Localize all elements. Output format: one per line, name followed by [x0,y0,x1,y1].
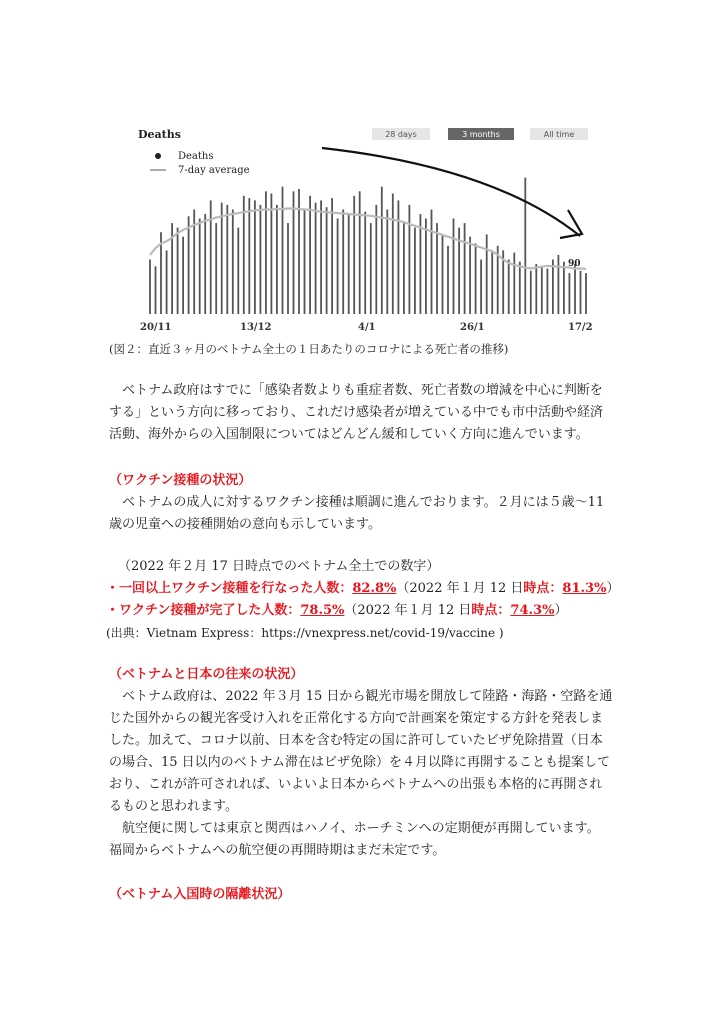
death-bar [552,260,554,315]
legend-deaths-dot [155,153,161,159]
stat-fully-vaccinated: ・ワクチン接種が完了した人数：78.5%（2022 年１月 12 日時点：74.3%） [106,603,568,618]
death-bar [287,223,289,314]
figure-caption: (図２：直近３ヶ月のベトナム全土の１日あたりのコロナによる死亡者の推移) [109,342,509,356]
chart-title: Deaths [138,128,181,141]
svg-text:All time: All time [543,130,575,139]
death-bar [248,198,250,314]
x-tick-label: 26/1 [460,322,485,333]
legend-deaths-label: Deaths [178,151,214,162]
x-tick-label: 17/2 [568,322,593,333]
death-bar [188,216,190,314]
death-bar [370,223,372,314]
death-bar [260,205,262,314]
death-bar [226,205,228,314]
x-tick-label: 20/11 [140,322,172,333]
death-bar [320,200,322,314]
range-button-3-months[interactable] [448,128,514,140]
x-axis-ticks [140,322,593,333]
death-bar [480,260,482,315]
death-bar [585,273,587,314]
last-value-label: 90 [568,259,581,269]
death-bar [337,219,339,315]
death-bar [475,244,477,315]
death-bar [232,210,234,315]
death-bar [326,207,328,314]
death-bar [513,253,515,314]
death-bar [414,228,416,314]
death-bar [464,223,466,314]
x-tick-label: 13/12 [240,322,272,333]
svg-text:28 days: 28 days [385,130,417,139]
death-bar [182,237,184,314]
death-bar [436,223,438,314]
death-bar [420,214,422,314]
death-bar [453,219,455,315]
death-bar [304,210,306,315]
death-bar [243,196,245,314]
death-bar [580,271,582,314]
heading-quarantine: （ベトナム入国時の隔離状況） [109,887,291,902]
death-bar [392,194,394,315]
death-bar [403,223,405,314]
death-bar [519,262,521,314]
death-bar [237,228,239,314]
death-bar [569,273,571,314]
paragraph-flights: 航空便に関しては東京と関西はハノイ、ホーチミンへの定期便が再開しています。 福岡からベトナムへの航空便の再開時期はまだ未定です。 [109,821,600,858]
deaths-chart [130,118,610,338]
range-button-all-time[interactable] [530,128,588,140]
death-bar [177,228,179,314]
death-bar [491,250,493,314]
death-bar [210,200,212,314]
paragraph-vaccination: ベトナムの成人に対するワクチン接種は順調に進んでおります。２月には５歳～11 歳の児童への接種開始の意向も示しています。 [109,495,605,532]
svg-text:3 months: 3 months [462,130,500,139]
death-bar [469,237,471,314]
death-bar [508,260,510,315]
death-bar [293,191,295,314]
death-bar [425,219,427,315]
stats-heading: （2022 年２月 17 日時点でのベトナム全土での数字） [118,559,440,574]
death-bar [271,194,273,315]
death-bar [375,205,377,314]
paragraph-policy: ベトナム政府はすでに「感染者数よりも重症者数、死亡者数の増減を中心に判断を する」という方向に移っており、これだけ感染者が増えている中でも市中活動や経済 活動、海外からの入国制限についてはどんどん緩和していく方向に進んでいます。 [109,383,604,442]
death-bar [431,210,433,315]
death-bar [524,178,526,314]
death-bar [535,264,537,314]
death-bar [574,264,576,314]
death-bar [254,200,256,314]
source-citation: (出典：Vietnam Express：https://vnexpress.net/covid-19/vaccine ) [106,626,504,640]
stat-one-dose: ・一回以上ワクチン接種を行なった人数：82.8%（2022 年１月 12 日時点：81.3%） [106,581,620,596]
stat-fully-value: 78.5% [300,603,345,618]
death-bar [315,203,317,314]
death-bar [199,219,201,315]
death-bar [221,203,223,314]
death-bar [563,262,565,314]
death-bar [364,212,366,314]
death-bar [547,269,549,315]
death-bar [381,187,383,314]
paragraph-travel: ベトナム政府は、2022 年３月 15 日から観光市場を開放して陸路・海路・空路を通 じた国外からの観光客受け入れを正常化する方向で計画案を策定する方針を発表しま した。加えて、コロナ以前、日本を含む特定の国に許可していたビザ免除措置（日本 の場合、15 日以内のベトナム滞在はビザ免除）を４月以降に再開することも提案して おり、これが許可されれば、いよいよ日本からベトナムへの出張も本格的に再開され るものと思われます。 [109,689,613,814]
death-bar [359,191,361,314]
death-bar [348,214,350,314]
death-bar [486,235,488,315]
death-bar [541,266,543,314]
heading-vaccination: （ワクチン接種の状況） [109,473,252,488]
death-bar [155,266,157,314]
death-bar [558,255,560,314]
death-bar [530,271,532,314]
death-bar [398,200,400,314]
death-bar [342,210,344,315]
death-bar [276,205,278,314]
heading-travel: （ベトナムと日本の往来の状況） [109,667,304,682]
death-bar [166,250,168,314]
trend-arrow [322,148,580,236]
death-bar [215,223,217,314]
death-bar [149,260,151,315]
death-bar [331,198,333,314]
stat-one-dose-value: 82.8% [352,581,397,596]
death-bar [386,210,388,315]
death-bar [204,214,206,314]
death-bar [447,246,449,314]
x-tick-label: 4/1 [358,322,376,333]
death-bar [282,187,284,314]
legend-average-label: 7-day average [178,165,250,176]
death-bar [298,189,300,314]
range-button-28-days[interactable] [372,128,430,140]
death-bar [442,235,444,315]
deaths-bars [149,178,587,314]
death-bar [309,196,311,314]
death-bar [409,205,411,314]
